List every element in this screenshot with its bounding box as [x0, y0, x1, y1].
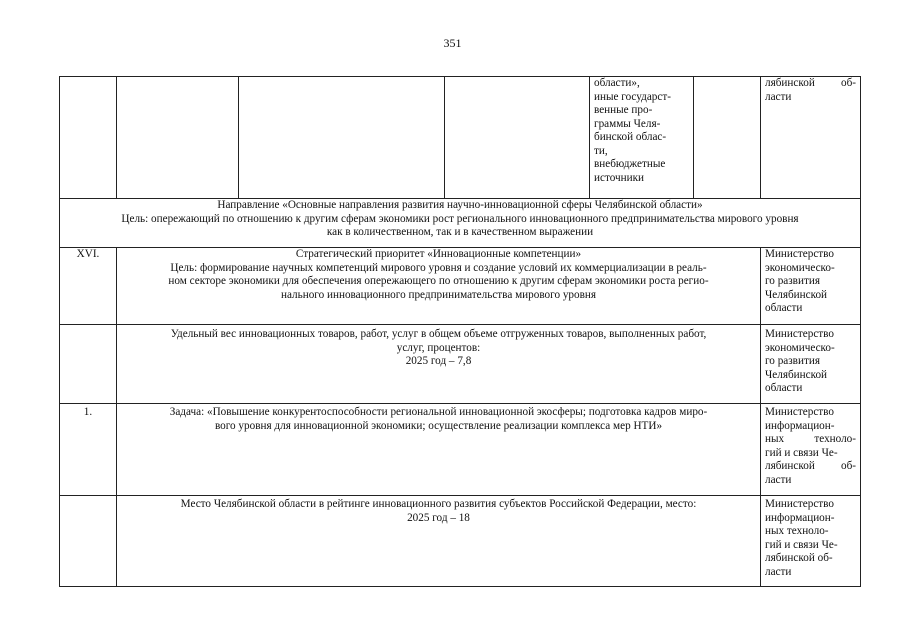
funding-source-line: бинской облас-	[594, 131, 667, 143]
priority-row	[60, 248, 861, 325]
priority-goal-line: ном секторе экономики для обеспечения опережающего по отношению к другим сферам экономики роста регио-	[168, 275, 709, 287]
funding-source-line: внебюджетные	[594, 158, 666, 170]
responsible-line: го развития	[765, 275, 820, 287]
cell-empty-2	[239, 77, 445, 199]
priority-cell	[117, 248, 761, 325]
responsible-cell	[761, 496, 861, 587]
responsible-line: ласти	[765, 473, 792, 486]
funding-source-line: ти,	[594, 144, 608, 157]
task-line: вого уровня для инновационной экономики; осуществление реализации комплекса мер НТИ»	[214, 419, 663, 432]
responsible-line: Челябинской	[765, 288, 828, 301]
funding-source-line: источники	[594, 171, 645, 184]
task-cell	[117, 404, 761, 496]
responsible-line: экономическо-	[765, 261, 835, 274]
funding-source-line: области»,	[594, 77, 640, 89]
responsible-cell	[761, 404, 861, 496]
indicator-target: 2025 год – 7,8	[405, 355, 472, 367]
indicator-cell	[117, 496, 761, 587]
funding-source-line: иные государст-	[594, 90, 671, 103]
responsible-line: области	[765, 382, 803, 394]
responsible-line: ных техноло-	[765, 433, 856, 445]
continuation-row	[60, 77, 861, 199]
responsible-line: лябинской об-	[765, 552, 833, 564]
funding-source-line: граммы Челя-	[594, 117, 661, 130]
responsible-line: Министерство	[765, 248, 834, 260]
indicator-line: Место Челябинской области в рейтинге инновационного развития субъектов Российской Федерации, место:	[180, 498, 697, 510]
priority-goal-line: Цель: формирование научных компетенций мирового уровня и создание условий их коммерциализации в реаль-	[170, 261, 707, 274]
page-number: 351	[443, 36, 462, 50]
priority-number: XVI.	[60, 248, 117, 325]
responsible-cell	[761, 248, 861, 325]
indicator-row	[60, 325, 861, 404]
priority-goal-line: нального инновационного предпринимательства мирового уровня	[280, 288, 597, 301]
responsible-line: лябинской об-	[765, 77, 856, 89]
responsible-line: лябинской об-	[765, 460, 856, 472]
direction-row	[60, 199, 861, 248]
funding-source-line: венные про-	[594, 104, 653, 116]
responsible-line: ласти	[765, 90, 792, 103]
cell-number	[60, 496, 117, 587]
responsible-line: ных техноло-	[765, 525, 829, 537]
responsible-cell	[761, 325, 861, 404]
responsible-line: информацион-	[765, 419, 835, 432]
direction-title: Направление «Основные направления развития научно-инновационной сферы Челябинской области»	[217, 199, 703, 211]
responsible-line: Министерство	[765, 406, 834, 418]
direction-goal: Цель: опережающий по отношению к другим сферам экономики рост регионального инновационного предпринимательства мирового уровня	[121, 212, 799, 225]
funding-sources-cell	[590, 77, 694, 199]
task-row	[60, 404, 861, 496]
responsible-line: гий и связи Че-	[765, 446, 838, 459]
responsible-line: области	[765, 302, 803, 314]
responsible-line: Министерство	[765, 498, 834, 510]
direction-goal: как в количественном, так и в качественном выражении	[326, 226, 594, 238]
cell-empty-3	[445, 77, 590, 199]
task-number: 1.	[60, 404, 117, 496]
priority-title: Стратегический приоритет «Инновационные компетенции»	[295, 248, 582, 260]
responsible-line: ласти	[765, 565, 792, 578]
indicator-target: 2025 год – 18	[407, 511, 470, 524]
indicator-line: услуг, процентов:	[396, 341, 481, 354]
responsible-line: Министерство	[765, 328, 834, 340]
cell-number	[60, 325, 117, 404]
direction-cell	[60, 199, 861, 248]
indicator-line: Удельный вес инновационных товаров, работ, услуг в общем объеме отгруженных товаров, выполненных работ,	[170, 328, 707, 340]
responsible-line: гий и связи Че-	[765, 538, 838, 551]
responsible-line: экономическо-	[765, 341, 835, 354]
responsible-line: информацион-	[765, 511, 835, 524]
responsible-line: Челябинской	[765, 368, 828, 381]
cell-number	[60, 77, 117, 199]
responsible-line: го развития	[765, 355, 820, 367]
task-line: Задача: «Повышение конкурентоспособности региональной инновационной экосферы; подготовка кадров миро-	[169, 406, 708, 418]
cell-empty-1	[117, 77, 239, 199]
indicator-row	[60, 496, 861, 587]
cell-empty-4	[694, 77, 761, 199]
indicator-cell	[117, 325, 761, 404]
program-table	[59, 76, 861, 587]
responsible-cell	[761, 77, 861, 199]
